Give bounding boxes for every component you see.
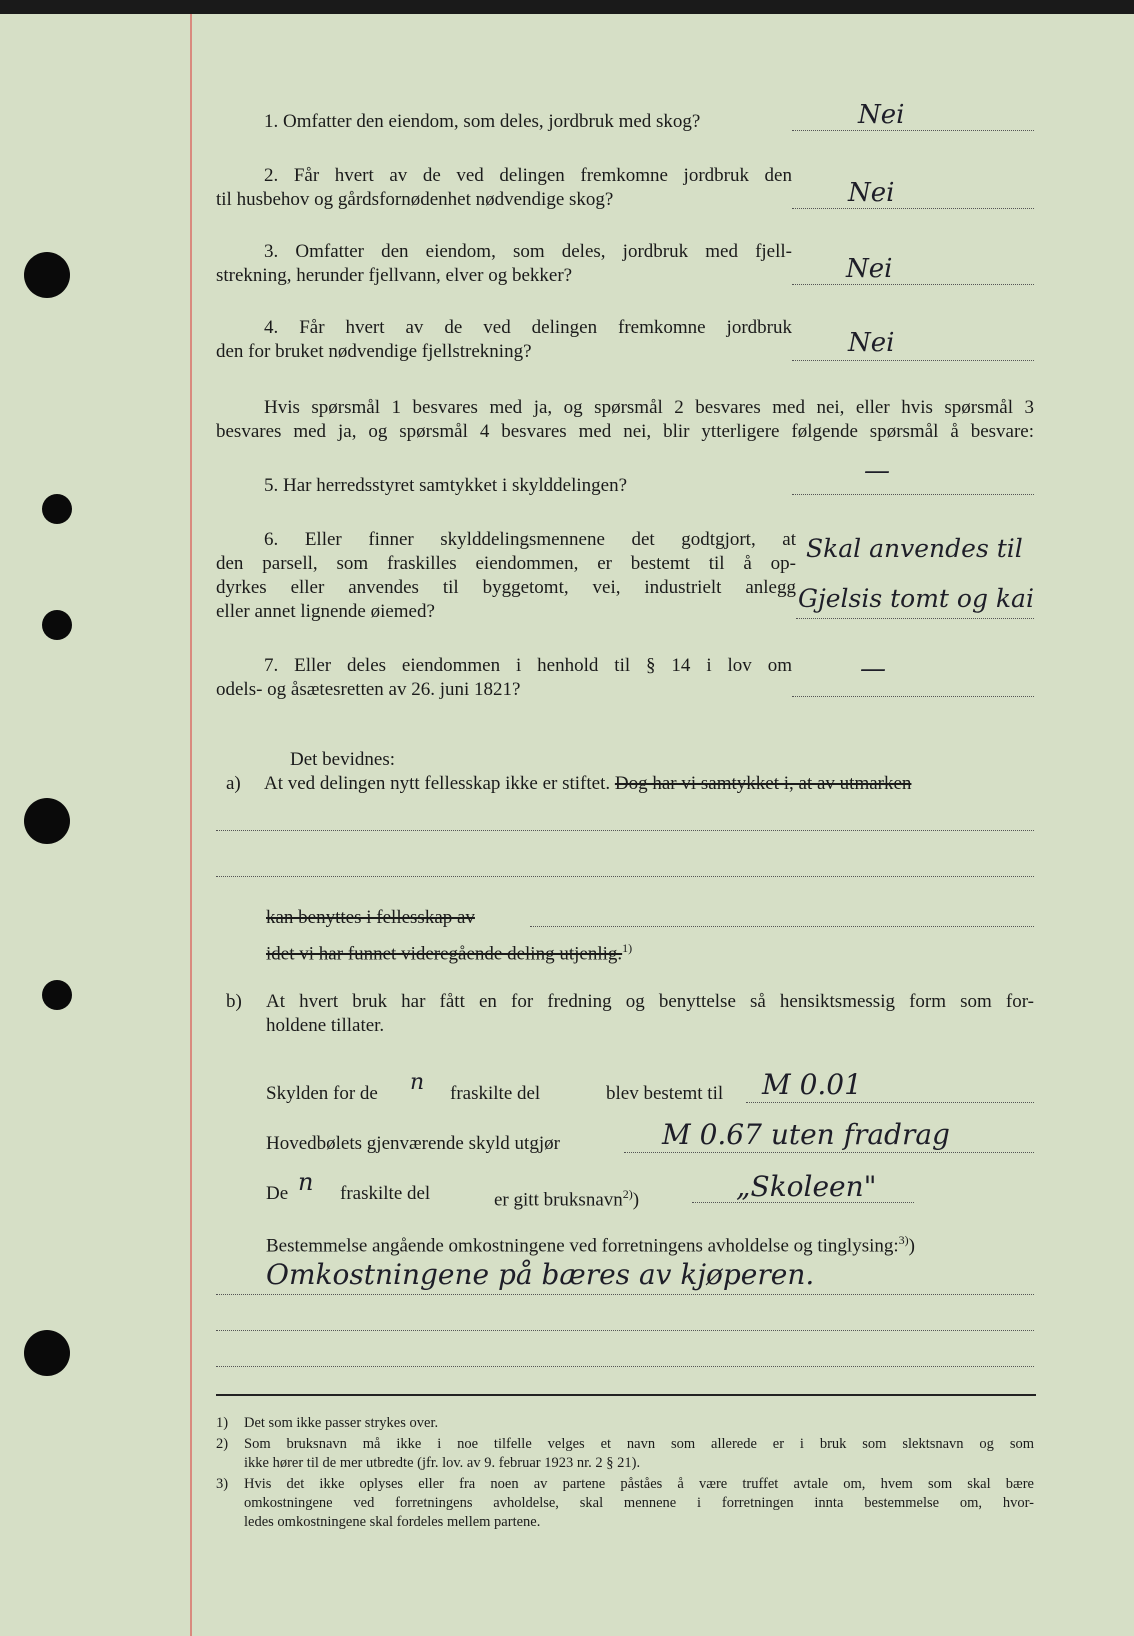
answer-line [792, 696, 1034, 697]
footnote-2-mark: 2) [216, 1436, 229, 1452]
question-4-line-1: 4. Får hvert av de ved delingen fremkomne jordbruk [264, 317, 792, 338]
question-6-line-1: 6. Eller finner skylddelingsmennene det godtgjort, at [264, 529, 796, 550]
binder-hole [24, 1330, 70, 1376]
footnote-3-line-2: omkostningene ved forretningens avholdelse, skal mennene i forretningen innta bestemmelse om, hvor- [244, 1495, 1034, 1511]
question-7-line-1: 7. Eller deles eiendommen i henhold til § 14 i lov om [264, 655, 792, 676]
attest-a-statement: At ved delingen nytt fellesskap ikke er stiftet. [264, 773, 611, 794]
skyld-label-post: blev bestemt til [606, 1083, 724, 1104]
omk-answer: Omkostningene på bæres av kjøperen. [266, 1258, 815, 1291]
navn-answer: „Skoleen" [736, 1170, 877, 1203]
blank-line [216, 1330, 1034, 1331]
struck-line-2: idet vi har funnet videregående deling utjenlig. [266, 943, 623, 965]
question-3-line-2: strekning, herunder fjellvann, elver og bekker? [216, 265, 573, 286]
struck-line-2-wrap [266, 936, 632, 966]
footnote-1-mark: 1) [216, 1415, 229, 1431]
answer-line [792, 360, 1034, 361]
skyld-hw-suffix: n [410, 1070, 425, 1095]
navn-hw-suffix: n [298, 1168, 314, 1196]
footnote-ref: 1) [622, 941, 633, 955]
question-7-answer: — [860, 654, 886, 684]
binder-hole [24, 252, 70, 298]
attest-a-label: a) [226, 773, 241, 794]
question-1-text: 1. Omfatter den eiendom, som deles, jordbruk med skog? [264, 111, 701, 132]
attest-b-line-1: At hvert bruk har fått en for fredning og benyttelse så hensiktsmessig form som for- [266, 991, 1034, 1012]
answer-line [792, 494, 1034, 495]
footnote-3-mark: 3) [216, 1476, 229, 1492]
binder-hole [42, 980, 72, 1010]
answer-line [792, 208, 1034, 209]
footnote-1-line-1: Det som ikke passer strykes over. [244, 1415, 439, 1431]
binder-hole [42, 494, 72, 524]
attest-b-label: b) [226, 991, 242, 1012]
question-2-line-1: 2. Får hvert av de ved delingen fremkomne jordbruk den [264, 165, 792, 186]
blank-line [216, 830, 1034, 831]
navn-label-pre: De [266, 1183, 289, 1204]
answer-line [796, 618, 1034, 619]
question-4-answer: Nei [848, 328, 895, 358]
binder-hole [42, 610, 72, 640]
question-3-line-1: 3. Omfatter den eiendom, som deles, jordbruk med fjell- [264, 241, 792, 262]
footnote-2-line-1: Som bruksnavn må ikke i noe tilfelle velges et navn som allerede er i bruk som slektsnavn og som [244, 1436, 1034, 1452]
answer-line [792, 130, 1034, 131]
question-5-text: 5. Har herredsstyret samtykket i skylddelingen? [264, 475, 628, 496]
form-page [0, 14, 1134, 1636]
question-6-line-4: eller annet lignende øiemed? [216, 601, 435, 622]
skyld-label-mid: fraskilte del [450, 1083, 541, 1104]
hoved-answer: M 0.67 uten fradrag [662, 1118, 950, 1151]
attest-heading: Det bevidnes: [290, 749, 396, 770]
question-1-answer: Nei [858, 100, 905, 130]
navn-label-post-wrap: er gitt bruksnavn$^{2)}$) [494, 1187, 640, 1211]
footnote-2-line-2: ikke hører til de mer utbredte (jfr. lov. av 9. februar 1923 nr. 2 § 21). [244, 1455, 641, 1471]
footnote-ref: 3) [898, 1233, 909, 1247]
question-3-answer: Nei [846, 254, 893, 284]
answer-line [624, 1152, 1034, 1153]
footnote-3-line-1: Hvis det ikke oplyses eller fra noen av partene påståes å være truffet avtale om, hvem som skal bære [244, 1476, 1034, 1492]
question-6-line-3: dyrkes eller anvendes til byggetomt, vei, industrielt anlegg [216, 577, 796, 598]
condition-line-2: besvares med ja, og spørsmål 4 besvares med nei, blir ytterligere følgende spørsmål å besvare: [216, 421, 1034, 442]
question-7-line-2: odels- og åsætesretten av 26. juni 1821? [216, 679, 521, 700]
condition-line-1: Hvis spørsmål 1 besvares med ja, og spørsmål 2 besvares med nei, eller hvis spørsmål 3 [264, 397, 1034, 418]
blank-line [216, 876, 1034, 877]
question-5-answer: — [864, 456, 890, 486]
question-6-answer-line-1: Skal anvendes til [806, 534, 1023, 563]
binder-hole [24, 798, 70, 844]
hoved-label: Hovedbølets gjenværende skyld utgjør [266, 1133, 560, 1154]
blank-line [530, 926, 1034, 927]
question-4-line-2: den for bruket nødvendige fjellstrekning? [216, 341, 532, 362]
footnote-divider [216, 1394, 1036, 1396]
blank-line [216, 1294, 1034, 1295]
skyld-answer: M 0.01 [762, 1068, 862, 1101]
footnote-ref: 2) [622, 1187, 633, 1201]
struck-line-1: kan benyttes i fellesskap av [266, 907, 475, 928]
footnote-3-line-3: ledes omkostningene skal fordeles mellem partene. [244, 1514, 541, 1530]
question-6-line-2: den parsell, som fraskilles eiendommen, er bestemt til å op- [216, 553, 796, 574]
navn-label-post: er gitt bruksnavn [494, 1189, 623, 1211]
margin-line [190, 14, 192, 1636]
omk-label: Bestemmelse angående omkostningene ved forretningens avholdelse og tinglysing: [266, 1235, 899, 1257]
question-2-line-2: til husbehov og gårdsfornødenhet nødvendige skog? [216, 189, 614, 210]
question-2-answer: Nei [848, 178, 895, 208]
attest-b-line-2: holdene tillater. [266, 1015, 385, 1036]
attest-a-text [264, 772, 911, 796]
omk-label-wrap: Bestemmelse angående omkostningene ved forretningens avholdelse og tinglysing:$^{3)}$) [266, 1233, 915, 1257]
attest-a-struck-text: Dog har vi samtykket i, at av utmarken [614, 773, 912, 794]
answer-line [746, 1102, 1034, 1103]
blank-line [216, 1366, 1034, 1367]
navn-label-mid: fraskilte del [340, 1183, 431, 1204]
answer-line [792, 284, 1034, 285]
question-6-answer-line-2: Gjelsis tomt og kai [798, 584, 1034, 613]
skyld-label-pre: Skylden for de [266, 1083, 378, 1104]
